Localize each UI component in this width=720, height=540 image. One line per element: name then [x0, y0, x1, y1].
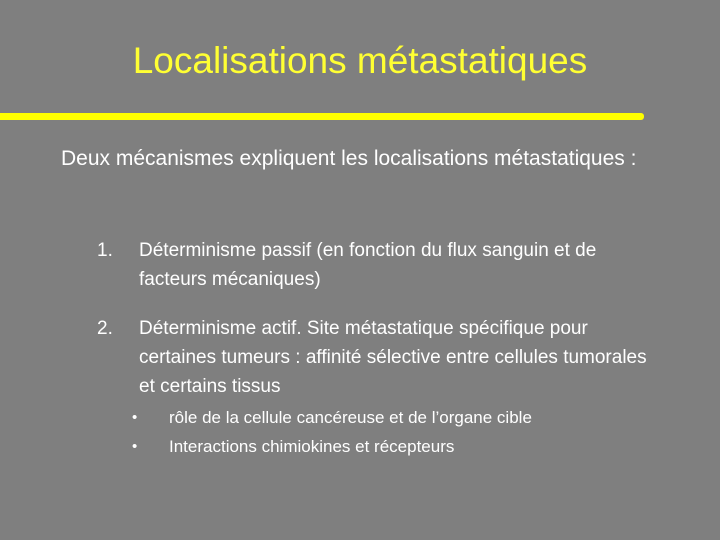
sub-bullet-item [132, 403, 652, 432]
bullet-marker: • [132, 409, 138, 426]
item-text: Déterminisme actif. Site métastatique spécifique pour certaines tumeurs : affinité sélective entre cellules tumorales et certains tissus [139, 318, 647, 397]
item-number: 2. [97, 318, 113, 339]
slide-title: Localisations métastatiques [132, 40, 588, 81]
item-number: 1. [97, 240, 113, 261]
bullet-marker: • [132, 438, 138, 455]
sub-bullet-text: Interactions chimiokines et récepteurs [169, 437, 455, 456]
sub-bullet-text: rôle de la cellule cancéreuse et de l’organe cible [169, 408, 532, 427]
sub-bullet-item [132, 432, 652, 461]
sub-bullet-list [132, 403, 652, 461]
intro-paragraph: Deux mécanismes expliquent les localisations métastatiques : [61, 147, 637, 170]
item-text: Déterminisme passif (en fonction du flux sanguin et de facteurs mécaniques) [139, 240, 597, 290]
title-underline-rule [0, 113, 644, 120]
numbered-item-2 [97, 314, 657, 401]
numbered-item-1 [97, 236, 657, 294]
